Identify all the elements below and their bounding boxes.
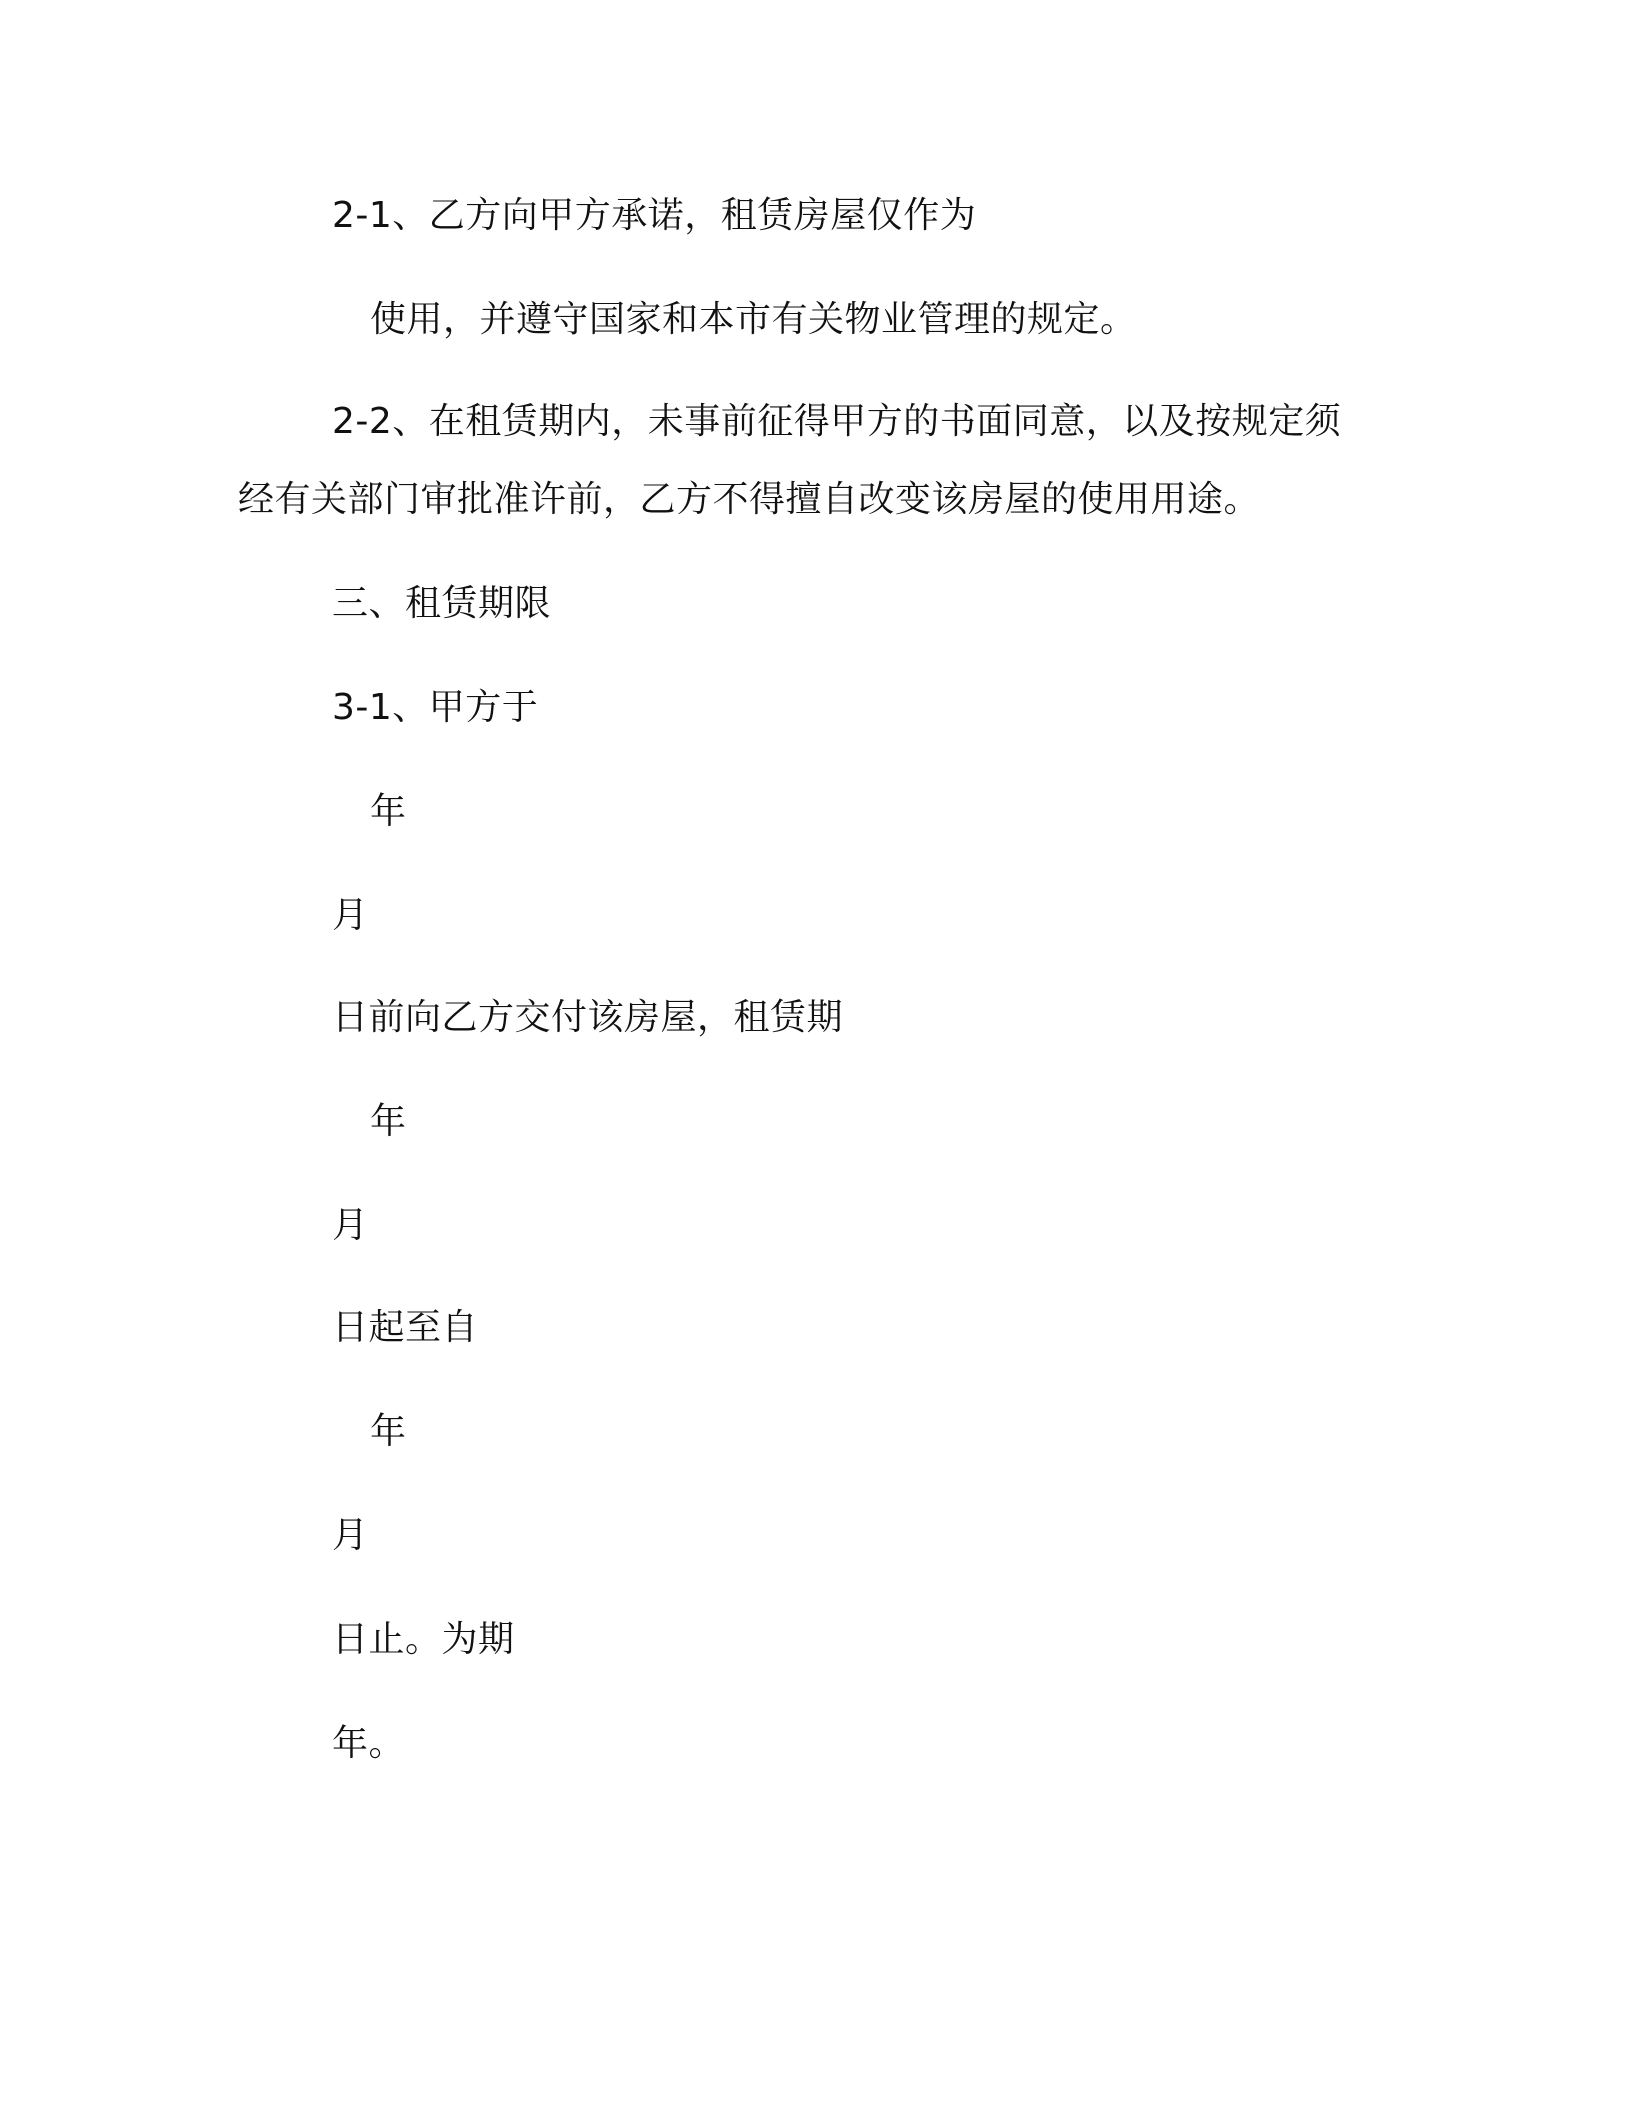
delivery-text-line: 日前向乙方交付该房屋，租赁期 [332, 997, 844, 1038]
clause-2-2-line: 2-2、在租赁期内，未事前征得甲方的书面同意，以及按规定须 [332, 401, 1342, 442]
clause-3-1-line: 3-1、甲方于 [332, 687, 539, 728]
date-month-label: 月 [332, 1205, 369, 1246]
duration-years-line: 年。 [332, 1723, 406, 1764]
date-year-label: 年 [370, 1101, 407, 1142]
date-month-label: 月 [332, 1515, 369, 1556]
clause-2-1-continuation: 使用，并遵守国家和本市有关物业管理的规定。 [370, 299, 1137, 340]
end-date-text-line: 日止。为期 [332, 1619, 515, 1660]
date-year-label: 年 [370, 1411, 407, 1452]
start-date-text-line: 日起至自 [332, 1307, 479, 1348]
clause-2-2-continuation: 经有关部门审批准许前，乙方不得擅自改变该房屋的使用用途。 [238, 479, 1261, 520]
date-month-label: 月 [332, 895, 369, 936]
date-year-label: 年 [370, 791, 407, 832]
section-heading-lease-term: 三、租赁期限 [332, 583, 552, 624]
clause-2-1-line: 2-1、乙方向甲方承诺，租赁房屋仅作为 [332, 195, 977, 236]
